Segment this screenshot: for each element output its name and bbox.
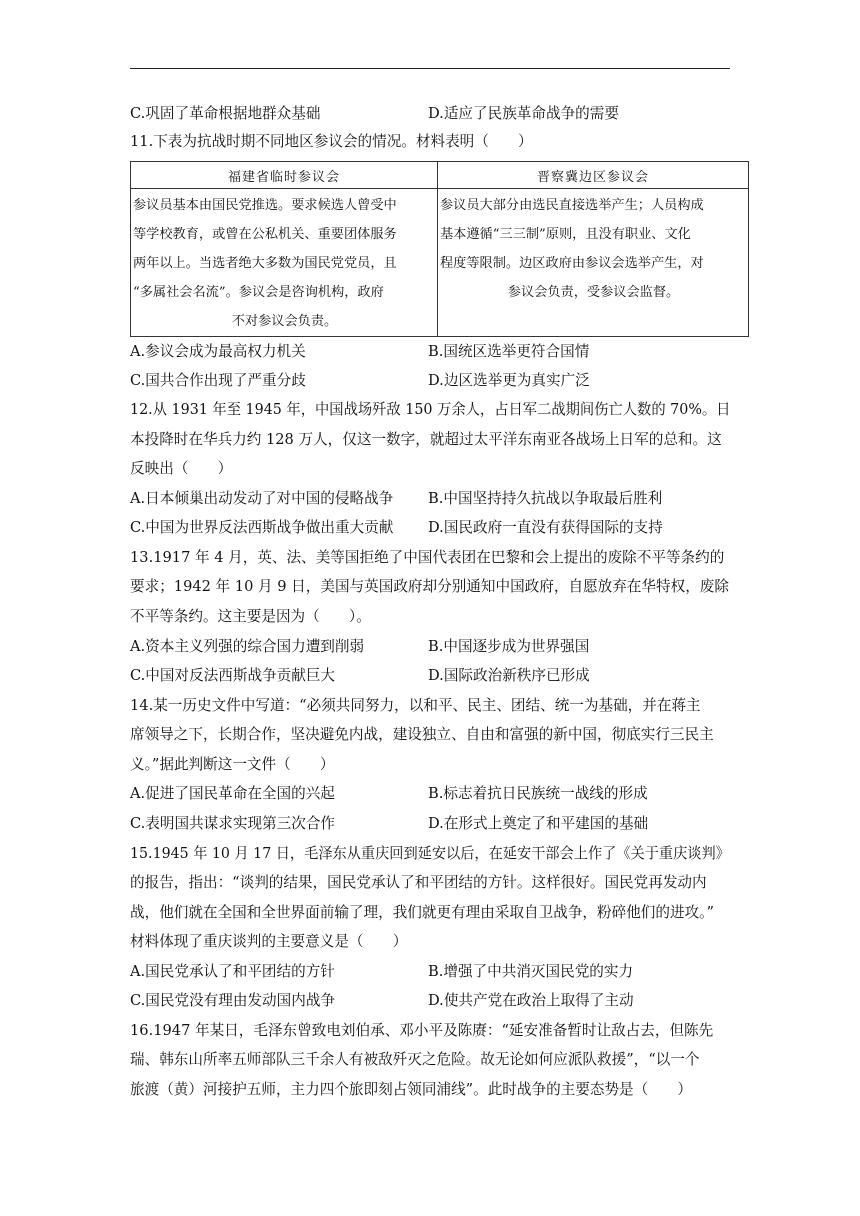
table-header-jinchaji: 晋察冀边区参议会 — [438, 162, 749, 189]
table-cell-jinchaji — [438, 189, 749, 337]
q14-option-d: D.在形式上奠定了和平建国的基础 — [428, 815, 649, 832]
q15-option-c: C.国民党没有理由发动国内战争 — [130, 992, 336, 1009]
q13-stem-line: 不平等条约。这主要是因为（ ）。 — [130, 608, 371, 625]
q13-option-a: A.资本主义列强的综合国力遭到削弱 — [130, 638, 365, 655]
q13-stem-line: 要求；1942 年 10 月 9 日，美国与英国政府却分别通知中国政府，自愿放弃在华特权，废除 — [130, 578, 729, 595]
cell-text-line: 两年以上。当选者绝大多数为国民党党员，且 — [133, 256, 397, 271]
q11-option-a: A.参议会成为最高权力机关 — [130, 343, 306, 360]
q15-option-d: D.使共产党在政治上取得了主动 — [428, 992, 634, 1009]
cell-text-line: “多属社会名流”。参议会是咨询机构，政府 — [133, 285, 384, 300]
q13-stem-line: 13.1917 年 4 月，英、法、美等国拒绝了中国代表团在巴黎和会上提出的废除不平等条约的 — [130, 549, 725, 566]
q15-stem-line: 15.1945 年 10 月 17 日，毛泽东从重庆回到延安以后，在延安干部会上作了《关于重庆谈判》 — [130, 845, 730, 862]
cell-text-line: 参议员大部分由选民直接选举产生；人员构成 — [440, 198, 704, 213]
q16-stem-line: 瑞、韩东山所率五师部队三千余人有被敌歼灭之危险。故无论如何应派队救援”，“以一个 — [130, 1051, 700, 1068]
q12-option-d: D.国民政府一直没有获得国际的支持 — [428, 519, 663, 536]
q14-option-c: C.表明国共谋求实现第三次合作 — [130, 815, 336, 832]
q10-option-d: D.适应了民族革命战争的需要 — [428, 105, 619, 122]
q11-option-c: C.国共合作出现了严重分歧 — [130, 372, 306, 389]
q11-option-d: D.边区选举更为真实广泛 — [428, 372, 590, 389]
q15-stem-line: 的报告，指出：“谈判的结果，国民党承认了和平团结的方针。这样很好。国民党再发动内 — [130, 874, 707, 891]
cell-text-line: 参议员基本由国民党推选。要求候选人曾受中 — [133, 198, 397, 213]
q14-stem-line: 席领导之下，长期合作，坚决避免内战，建设独立、自由和富强的新中国，彻底实行三民主 — [130, 726, 714, 743]
q13-option-b: B.中国逐步成为世界强国 — [428, 638, 590, 655]
q14-stem-line: 14.某一历史文件中写道：“必须共同努力，以和平、民主、团结、统一为基础，并在蒋主 — [130, 697, 701, 714]
q13-option-d: D.国际政治新秩序已形成 — [428, 667, 590, 684]
cell-text-line: 程度等限制。边区政府由参议会选举产生，对 — [440, 256, 704, 271]
table-cell-fujian — [131, 189, 438, 337]
q15-stem-line: 材料体现了重庆谈判的主要意义是（ ） — [130, 933, 408, 950]
cell-text-line: 等学校教育，或曾在公私机关、重要团体服务 — [133, 227, 397, 242]
q15-stem-line: 战，他们就在全国和全世界面前输了理，我们就更有理由采取自卫战争，粉碎他们的进攻。” — [130, 904, 714, 921]
q11-option-b: B.国统区选举更符合国情 — [428, 343, 590, 360]
q15-option-b: B.增强了中共消灭国民党的实力 — [428, 963, 634, 980]
q16-stem-line: 16.1947 年某日，毛泽东曾致电刘伯承、邓小平及陈赓：“延安准备暂时让敌占去，但陈先 — [130, 1022, 714, 1039]
q12-stem-line: 本投降时在华兵力约 128 万人，仅这一数字，就超过太平洋东南亚各战场上日军的总和。这 — [130, 431, 722, 448]
cell-text-line: 参议会负责，受参议会监督。 — [507, 285, 680, 300]
table-header-fujian: 福建省临时参议会 — [131, 162, 438, 189]
q12-stem-line: 反映出（ ） — [130, 460, 233, 477]
q12-option-a: A.日本倾巢出动发动了对中国的侵略战争 — [130, 490, 394, 507]
q12-option-b: B.中国坚持持久抗战以争取最后胜利 — [428, 490, 663, 507]
q15-option-a: A.国民党承认了和平团结的方针 — [130, 963, 335, 980]
q12-stem-line: 12.从 1931 年至 1945 年，中国战场歼敌 150 万余人，占日军二战期间伤亡人数的 70%。日 — [130, 401, 731, 418]
q14-option-b: B.标志着抗日民族统一战线的形成 — [428, 785, 648, 802]
cell-text-line: 基本遵循“三三制”原则，且没有职业、文化 — [440, 227, 691, 242]
q12-option-c: C.中国为世界反法西斯战争做出重大贡献 — [130, 519, 394, 536]
q16-stem-line: 旅渡（黄）河接护五师，主力四个旅即刻占领同浦线”。此时战争的主要态势是（ ） — [130, 1081, 693, 1098]
q10-option-c: C.巩固了革命根据地群众基础 — [130, 105, 321, 122]
q14-stem-line: 义。”据此判断这一文件（ ） — [130, 756, 335, 773]
q11-stem: 11.下表为抗战时期不同地区参议会的情况。材料表明（ ） — [130, 133, 533, 150]
header-rule — [130, 68, 730, 69]
q13-option-c: C.中国对反法西斯战争贡献巨大 — [130, 667, 336, 684]
council-comparison-table — [130, 161, 749, 337]
q14-option-a: A.促进了国民革命在全国的兴起 — [130, 785, 335, 802]
cell-text-line: 不对参议会负责。 — [231, 314, 338, 329]
